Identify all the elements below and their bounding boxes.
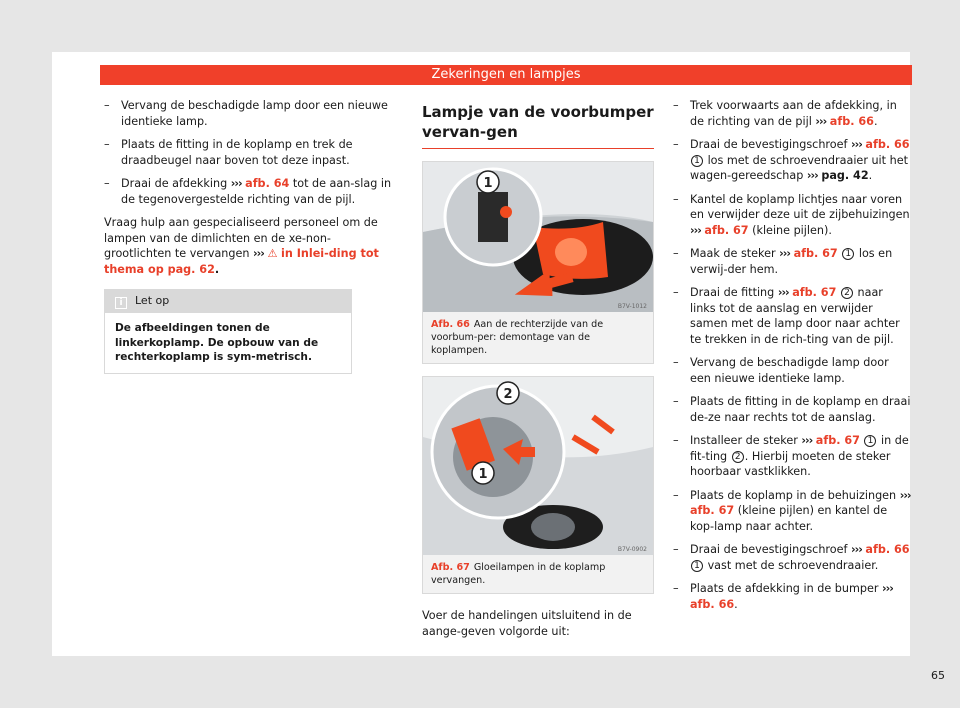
figure-number: Afb. 66	[431, 319, 470, 330]
item-text: Kantel de koplamp lichtjes naar voren en verwijder deze uit de zijbehuizingen	[690, 192, 910, 221]
item-text: . Hierbij moeten de steker hoorbaar vastklikken.	[690, 449, 891, 478]
list-item: – Draai de bevestigingschroef ››› afb. 66 1 los met de schroevendraaier uit het wagen-gereedschap ››› pag. 42.	[673, 138, 910, 182]
figure-link[interactable]: afb. 67	[704, 223, 749, 237]
figure-link[interactable]: afb. 66	[829, 114, 874, 128]
callout-number: 1	[864, 435, 876, 447]
item-text: tot de aan-slag in de tegenovergestelde richting van de pijl.	[121, 177, 392, 206]
caption-text: Gloeilampen in de koplamp vervangen.	[431, 562, 606, 586]
list-item: – Maak de steker ››› afb. 67 1 los en verwij-der hem.	[673, 247, 893, 276]
figure-code: B7V-0902	[617, 546, 647, 553]
arrow-glyph: ›››	[806, 169, 818, 182]
list-item: – Vervang de beschadigde lamp door een nieuwe identieke lamp.	[673, 356, 889, 385]
list-item: – Draai de bevestigingschroef ››› afb. 66 1 vast met de schroevendraaier.	[673, 543, 910, 572]
arrow-glyph: ›››	[690, 223, 701, 237]
arrow-glyph: ›››	[777, 286, 789, 299]
item-text: Plaats de koplamp in de behuizingen	[690, 488, 897, 502]
item-text: (kleine pijlen).	[752, 223, 832, 237]
figure-number: Afb. 67	[431, 562, 470, 573]
item-text: Plaats de fitting in de koplamp en trek de draadbeugel naar boven tot deze inpast.	[121, 138, 353, 167]
item-text: .	[868, 169, 873, 182]
arrow-glyph: ›››	[851, 138, 862, 151]
item-text: Installeer de steker	[690, 434, 798, 447]
info-paragraph	[104, 215, 394, 277]
item-text: vast met de schroevendraaier.	[707, 558, 879, 572]
callout-number: 1	[691, 560, 703, 572]
list-item: – Draai de afdekking ››› afb. 64 tot de aan-slag in de tegenovergestelde richting van de pijl.	[104, 177, 392, 206]
callout-number: 2	[841, 287, 853, 299]
intro-paragraph: Voer de handelingen uitsluitend in de aange-geven volgorde uit:	[422, 609, 632, 638]
item-text: Draai de bevestigingschroef	[690, 543, 848, 556]
list-item: – Installeer de steker ››› afb. 67 1 in de fit-ting 2 . Hierbij moeten de steker hoorbaar vastklikken.	[673, 434, 909, 478]
list-item: – Plaats de afdekking in de bumper ››› afb. 66.	[673, 582, 893, 611]
callout-1: 1	[483, 176, 493, 191]
page-number: 65	[931, 669, 945, 682]
para-text: Vraag hulp aan gespecialiseerd personeel om de lampen van de dimlichten en de xe-non-grootlichten te vervangen	[104, 216, 378, 260]
arrow-glyph: ›››	[851, 543, 862, 556]
arrow-glyph: ›››	[801, 434, 813, 447]
list-item: – Plaats de fitting in de koplamp en trek de draadbeugel naar boven tot deze inpast.	[104, 138, 353, 167]
list-item: – Draai de fitting ››› afb. 67 2 naar links tot de aanslag en verwijder samen met de lamp door naar achter te trekken in de rich-ting van de pijl.	[673, 286, 900, 346]
warning-icon: ⚠	[267, 247, 278, 260]
arrow-glyph: ›››	[230, 177, 242, 190]
arrow-glyph: ›››	[882, 582, 893, 595]
figure-link[interactable]: afb. 64	[245, 177, 290, 190]
bulb-replacement-image	[423, 377, 653, 555]
column-left	[104, 98, 394, 374]
note-title: Let op	[135, 294, 170, 307]
page-link[interactable]: pag. 42	[821, 169, 869, 182]
column-middle	[422, 98, 654, 639]
item-text: (kleine pijlen) en kantel de kop-lamp naar achter.	[690, 504, 888, 533]
item-text: Trek voorwaarts aan de afdekking, in de richting van de pijl	[690, 99, 897, 128]
topic-link[interactable]: in Inlei-ding tot thema op pag. 62	[104, 247, 379, 276]
info-icon: i	[115, 297, 127, 309]
callout-number: 1	[842, 248, 854, 260]
item-text: Draai de bevestigingschroef	[690, 138, 848, 151]
figure-link[interactable]: afb. 67	[792, 286, 837, 299]
note-body: De afbeeldingen tonen de linkerkoplamp. De opbouw van de rechterkoplamp is sym-metrisch.	[115, 322, 319, 363]
figure-code: B7V-1012	[617, 303, 647, 310]
callout-number: 2	[732, 451, 744, 463]
item-text: Draai de afdekking	[121, 177, 228, 190]
item-text: in de fit-ting	[690, 434, 909, 463]
section-title: Lampje van de voorbumper vervan-gen	[422, 102, 654, 149]
list-item: – Kantel de koplamp lichtjes naar voren en verwijder deze uit de zijbehuizingen ››› afb. 67 (kleine pijlen).	[673, 192, 910, 237]
item-text: Plaats de afdekking in de bumper	[690, 582, 879, 595]
page-header: Zekeringen en lampjes	[100, 65, 912, 85]
item-text: los en verwij-der hem.	[690, 247, 893, 276]
item-text: Draai de fitting	[690, 286, 775, 299]
item-text: Vervang de beschadigde lamp door een nieuwe identieke lamp.	[121, 99, 388, 128]
figure-link[interactable]: afb. 67	[793, 247, 838, 260]
callout-number: 1	[691, 155, 703, 167]
figure-caption	[423, 555, 653, 593]
figure-link[interactable]: afb. 66	[865, 138, 910, 151]
item-text: los met de schroevendraaier uit het wagen-gereedschap	[690, 153, 908, 182]
manual-page	[52, 52, 945, 682]
item-text: naar links tot de aanslag en verwijder samen met de lamp door naar achter te trekken in de rich-ting van de pijl.	[690, 286, 900, 346]
list-item: – Trek voorwaarts aan de afdekking, in de richting van de pijl ››› afb. 66.	[673, 99, 897, 128]
arrow-glyph: ›››	[815, 114, 827, 128]
note-header	[105, 289, 351, 313]
item-text: .	[734, 597, 738, 611]
list-item: – Plaats de koplamp in de behuizingen ››› afb. 67 (kleine pijlen) en kantel de kop-lamp naar achter.	[673, 488, 911, 533]
item-text: Maak de steker	[690, 247, 776, 260]
figure-caption	[423, 312, 653, 363]
figure-link[interactable]: afb. 66	[865, 543, 910, 556]
figure-67	[422, 376, 654, 594]
figure-link[interactable]: afb. 67	[815, 434, 860, 447]
list-item: – Plaats de fitting in de koplamp en draai de-ze naar rechts tot de aanslag.	[673, 395, 911, 424]
note-box	[104, 289, 352, 374]
headlamp-removal-image	[423, 162, 653, 312]
arrow-glyph: ›››	[779, 247, 791, 260]
figure-link[interactable]: afb. 67	[690, 504, 735, 517]
item-text: Plaats de fitting in de koplamp en draai de-ze naar rechts tot de aanslag.	[690, 395, 911, 424]
caption-text: Aan de rechterzijde van de voorbum-per: demontage van de koplampen.	[431, 319, 604, 356]
column-right	[673, 98, 911, 620]
figure-link[interactable]: afb. 66	[690, 597, 735, 611]
item-text: Vervang de beschadigde lamp door een nieuwe identieke lamp.	[690, 356, 889, 385]
callout-2: 2	[503, 387, 513, 402]
figure-66	[422, 161, 654, 364]
list-item: – Vervang de beschadigde lamp door een nieuwe identieke lamp.	[104, 99, 388, 128]
callout-1: 1	[478, 467, 488, 482]
item-text: .	[873, 114, 878, 128]
para-end: .	[214, 262, 220, 276]
arrow-glyph: ›››	[899, 488, 911, 502]
arrow-glyph: ›››	[253, 247, 264, 260]
